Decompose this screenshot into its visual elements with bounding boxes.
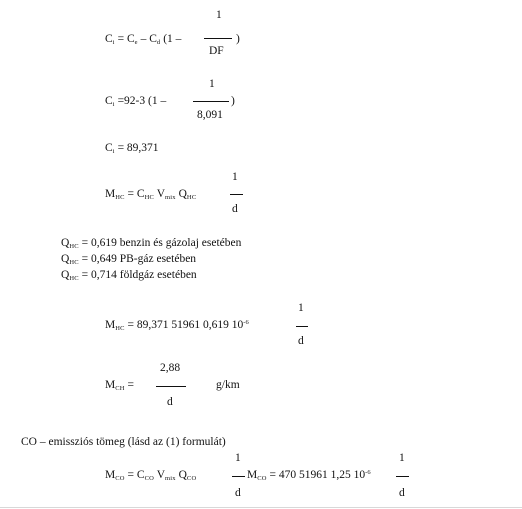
q-list-item: $Q_{HC} = 0,619$ benzin és gázolaj esetében bbox=[61, 237, 242, 250]
eq7-num2: 1 bbox=[399, 452, 405, 464]
eq7-main: $M_{CO} = C_{CO}$ $V_{mix}$ $Q_{CO}$ bbox=[105, 469, 197, 482]
q-list-item: $Q_{HC} = 0,649$ PB-gáz esetében bbox=[61, 253, 197, 266]
eq4-den: d bbox=[232, 203, 238, 215]
eq7-fraction-bar bbox=[232, 476, 245, 477]
eq2-fraction-bar bbox=[193, 101, 229, 102]
eq7-den2: d bbox=[399, 487, 405, 499]
q-list-item: $Q_{HC} = 0,714$ földgáz esetében bbox=[61, 269, 197, 282]
eq5-num: 1 bbox=[298, 302, 304, 314]
eq7-mid: $M_{CO} = 470$ 51961 1,25 $10^{-6}$ bbox=[247, 469, 371, 482]
eq3-main: $C_i = 89,371$ bbox=[105, 142, 159, 155]
eq2-close: ) bbox=[231, 95, 235, 107]
eq7-den: d bbox=[235, 487, 241, 499]
eq4-fraction-bar bbox=[230, 194, 243, 195]
eq1-main: $C_i = C_e - C_d$ (1 – bbox=[105, 33, 182, 46]
eq6-unit: g/km bbox=[216, 379, 240, 391]
eq6-den: d bbox=[167, 396, 173, 408]
eq2-num: 1 bbox=[209, 78, 215, 90]
eq1-close: ) bbox=[236, 33, 240, 45]
eq1-lhs: C bbox=[105, 33, 113, 45]
eq6-main: $M_{CH}$ = bbox=[105, 379, 135, 392]
eq2-den: 8,091 bbox=[197, 109, 223, 121]
eq1-den: DF bbox=[209, 45, 224, 57]
eq5-main: $M_{HC} = 89,371$ 51961 0,619 $10^{-6}$ bbox=[105, 319, 249, 332]
co-heading: CO – emissziós tömeg (lásd az (1) formulát) bbox=[21, 436, 226, 448]
eq6-fraction-bar bbox=[156, 386, 186, 387]
eq4-main: $M_{HC} = C_{HC}$ $V_{mix}$ $Q_{HC}$ bbox=[105, 188, 197, 201]
eq4-num: 1 bbox=[232, 171, 238, 183]
eq1-fraction-bar bbox=[204, 38, 232, 39]
eq7-fraction-bar-2 bbox=[396, 476, 409, 477]
eq5-den: d bbox=[298, 335, 304, 347]
eq1-num: 1 bbox=[216, 9, 222, 21]
eq7-num: 1 bbox=[235, 452, 241, 464]
eq5-fraction-bar bbox=[296, 326, 308, 327]
page-bottom-rule bbox=[0, 507, 522, 508]
eq6-num: 2,88 bbox=[160, 362, 181, 374]
eq2-main: $C_i =92-3$ (1 – bbox=[105, 95, 167, 108]
